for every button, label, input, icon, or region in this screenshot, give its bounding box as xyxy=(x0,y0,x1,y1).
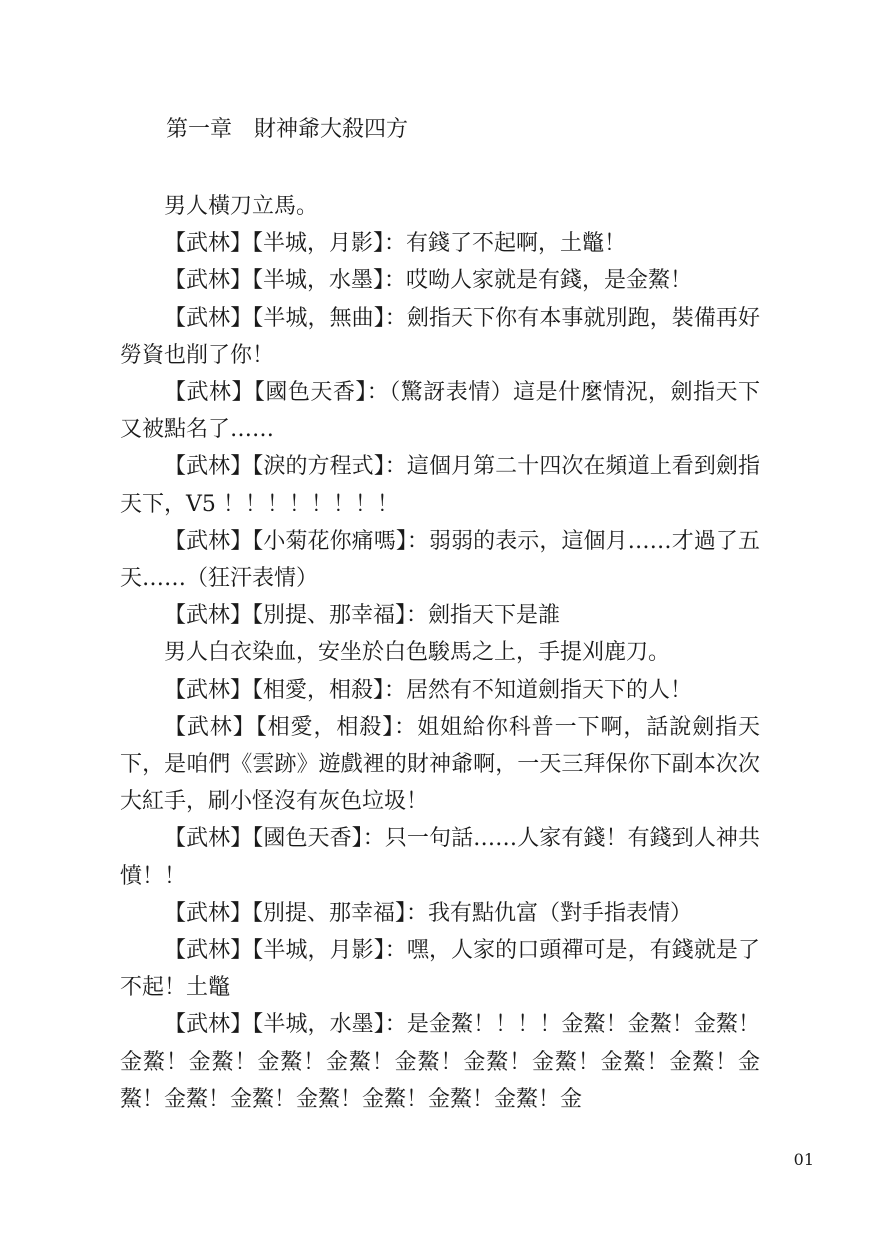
paragraph: 【武林】【相愛，相殺】：姐姐給你科普一下啊，話說劍指天下，是咱們《雲跡》遊戲裡的財神爺啊，一天三拜保你下副本次次大紅手，刷小怪沒有灰色垃圾！ xyxy=(120,714,760,815)
paragraph: 【武林】【別提、那幸福】：我有點仇富（對手指表情） xyxy=(164,900,693,926)
paragraph: 男人橫刀立馬。 xyxy=(164,194,319,219)
chapter-title: 第一章 財神爺大殺四方 xyxy=(166,117,409,142)
paragraph: 【武林】【淚的方程式】：這個月第二十四次在頻道上看到劍指天下，V5 ！！！！！！！！ xyxy=(120,454,760,517)
paragraph: 【武林】【國色天香】：（驚訝表情）這是什麼情況，劍指天下又被點名了…… xyxy=(120,380,760,443)
body-text xyxy=(120,188,760,1118)
paragraph: 【武林】【半城，水墨】：是金鰲！！！！金鰲！金鰲！金鰲！金鰲！金鰲！金鰲！金鰲！金鰲！金鰲！金鰲！金鰲！金鰲！金鰲！金鰲！金鰲！金鰲！金鰲！金鰲！金鰲！金 xyxy=(120,1012,760,1112)
paragraph: 【武林】【半城，無曲】：劍指天下你有本事就別跑，裝備再好勞資也削了你！ xyxy=(120,305,760,368)
paragraph: 【武林】【半城，月影】：有錢了不起啊，土鼈！ xyxy=(164,231,627,257)
paragraph: 【武林】【半城，月影】：嘿，人家的口頭禪可是，有錢就是了不起！土鼈 xyxy=(120,938,760,1001)
paragraph: 【武林】【小菊花你痛嗎】：弱弱的表示，這個月……才過了五天……（狂汗表情） xyxy=(120,528,760,592)
paragraph: 男人白衣染血，安坐於白色駿馬之上，手提刈鹿刀。 xyxy=(164,640,671,666)
paragraph: 【武林】【半城，水墨】：哎呦人家就是有錢，是金鰲！ xyxy=(164,268,693,294)
page-number: 01 xyxy=(793,1150,814,1169)
paragraph: 【武林】【相愛，相殺】：居然有不知道劍指天下的人！ xyxy=(164,677,693,703)
paragraph: 【武林】【國色天香】：只一句話……人家有錢！有錢到人神共憤！！ xyxy=(120,826,760,889)
paragraph: 【武林】【別提、那幸福】：劍指天下是誰 xyxy=(164,603,561,629)
